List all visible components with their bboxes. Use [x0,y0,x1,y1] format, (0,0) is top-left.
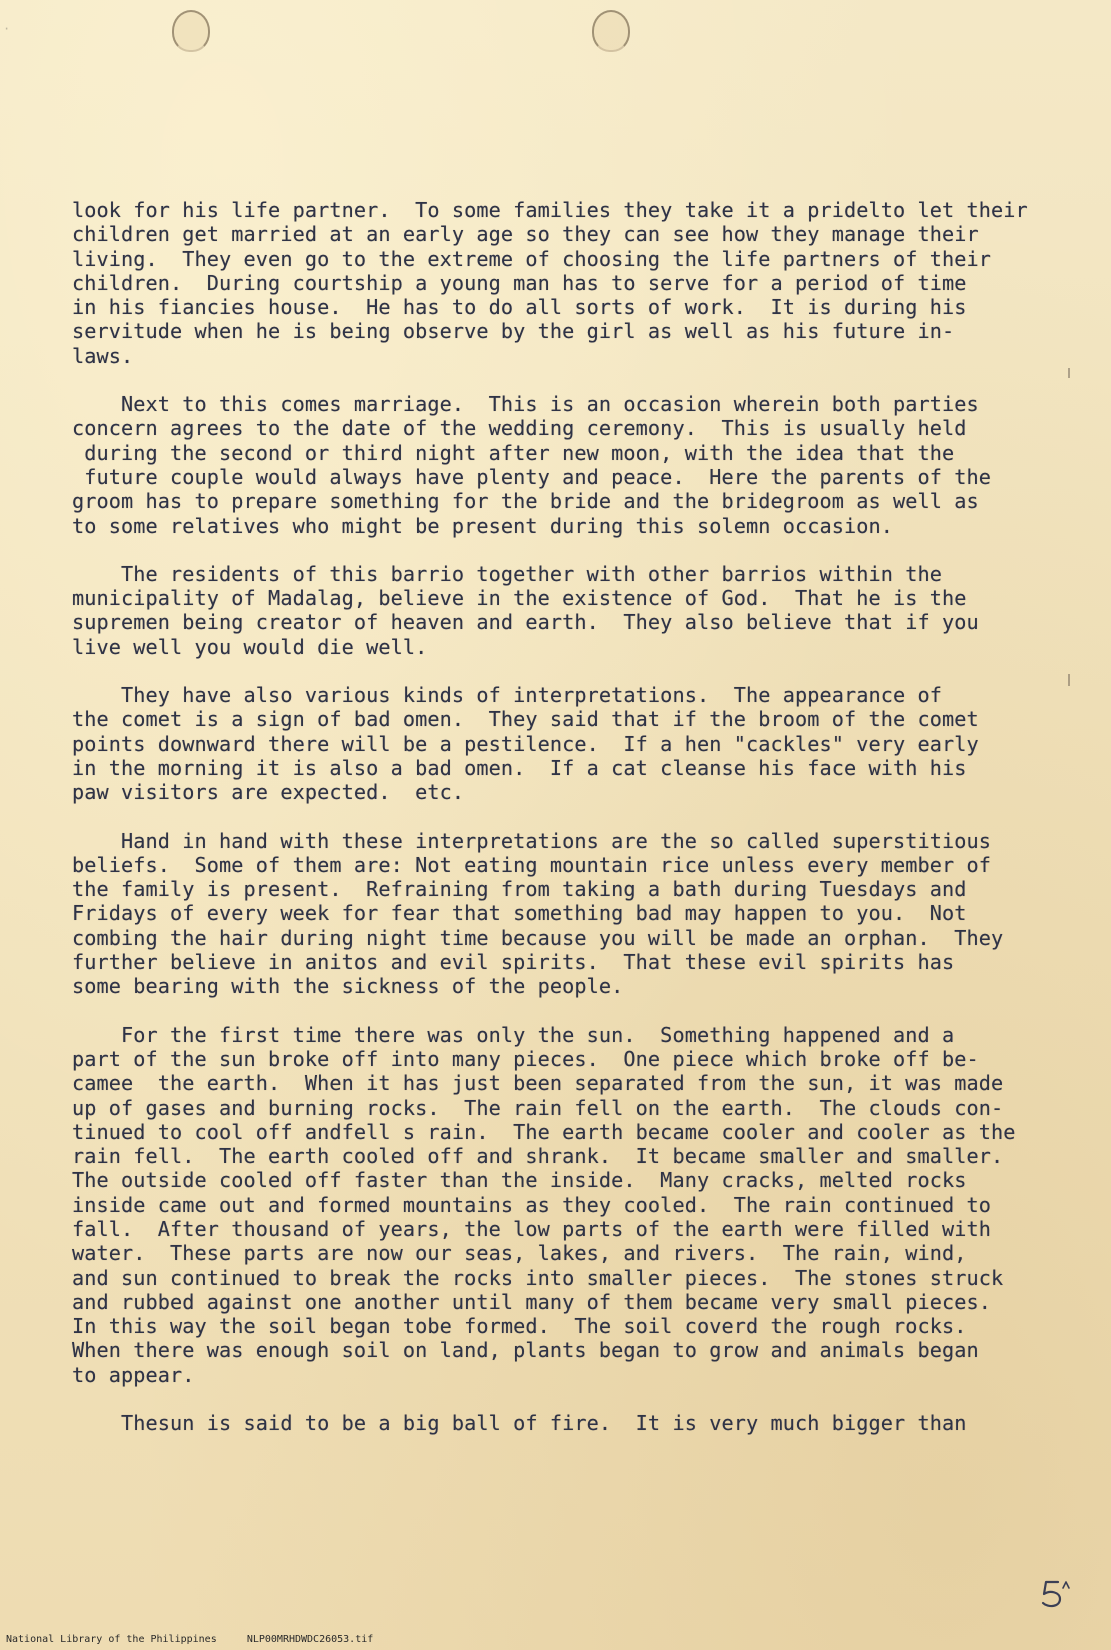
text-line: In this way the soil began tobe formed. The soil coverd the rough rocks. [72,1314,967,1339]
text-line: The outside cooled off faster than the inside. Many cracks, melted rocks [72,1168,967,1193]
text-line: Thesun is said to be a big ball of fire. It is very much bigger than [72,1411,967,1436]
text-line: live well you would die well. [72,634,428,659]
text-line: combing the hair during night time because you will be made an orphan. They [72,925,1004,950]
paragraph [72,829,1062,999]
page-number [1036,1578,1072,1612]
text-line: up of gases and burning rocks. The rain fell on the earth. The clouds con- [72,1095,1004,1120]
text-line: groom has to prepare something for the bride and the bridegroom as well as [72,489,979,514]
margin-mark [1068,368,1070,378]
text-line: concern agrees to the date of the wedding ceremony. This is usually held [72,416,967,441]
text-line: The residents of this barrio together with other barrios within the [72,561,943,586]
margin-mark [1068,674,1070,686]
text-line: municipality of Madalag, believe in the existence of God. That he is the [72,586,967,611]
text-line: and rubbed against one another until many of them became very small pieces. [72,1289,992,1314]
text-line: further believe in anitos and evil spirits. That these evil spirits has [72,950,955,975]
text-line: points downward there will be a pestilence. If a hen "cackles" very early [72,731,979,756]
paragraph [72,683,1062,804]
paragraph [72,392,1062,538]
text-line: rain fell. The earth cooled off and shrank. It became smaller and smaller. [72,1144,1004,1169]
text-line: Hand in hand with these interpretations are the so called superstitious [72,828,992,853]
text-line: the family is present. Refraining from taking a bath during Tuesdays and [72,877,967,902]
archive-footer: National Library of the Philippines NLP00MRHDWDC26053.tif [6,1634,374,1645]
text-line: paw visitors are expected. etc. [72,780,465,805]
text-line: and sun continued to break the rocks into smaller pieces. The stones struck [72,1265,1004,1290]
text-line: Next to this comes marriage. This is an occasion wherein both parties [72,392,979,417]
text-line: look for his life partner. To some families they take it a pridelto let their [72,198,1028,222]
text-line: For the first time there was only the sun. Something happened and a [72,1022,955,1047]
text-line: fall. After thousand of years, the low parts of the earth were filled with [72,1216,992,1241]
text-line: some bearing with the sickness of the people. [72,974,624,999]
text-line: in the morning it is also a bad omen. If a cat cleanse his face with his [72,755,967,780]
text-line: water. These parts are now our seas, lakes, and rivers. The rain, wind, [72,1241,967,1266]
text-line: children get married at an early age so they can see how they manage their [72,222,979,247]
text-line: Fridays of every week for fear that something bad may happen to you. Not [72,901,967,926]
paragraph [72,198,1062,368]
text-line: When there was enough soil on land, plants began to grow and animals began [72,1338,979,1363]
text-line: children. During courtship a young man has to serve for a period of time [72,270,967,295]
text-line: to some relatives who might be present during this solemn occasion. [72,513,894,538]
text-line: inside came out and formed mountains as they cooled. The rain continued to [72,1192,992,1217]
text-line: part of the sun broke off into many pieces. One piece which broke off be- [72,1046,979,1071]
text-line: laws. [72,343,134,368]
paragraph [72,1411,1062,1435]
text-line: beliefs. Some of them are: Not eating mountain rice unless every member of [72,852,992,877]
paragraph [72,1023,1062,1387]
text-line: to appear. [72,1362,195,1387]
punch-hole-center [592,10,630,52]
text-line: tinued to cool off andfell s rain. The earth became cooler and cooler as the [72,1119,1016,1144]
corner-mark: · [3,22,11,36]
text-line: supremen being creator of heaven and earth. They also believe that if you [72,610,979,635]
text-line: living. They even go to the extreme of choosing the life partners of their [72,246,992,271]
text-line: servitude when he is being observe by the girl as well as his future in- [72,319,955,344]
text-line: They have also various kinds of interpretations. The appearance of [72,683,943,708]
paragraph [72,562,1062,659]
punch-hole-left [172,10,210,52]
text-line: in his fiancies house. He has to do all sorts of work. It is during his [72,295,967,320]
typed-text-body [72,198,1062,1459]
text-line: camee the earth. When it has just been separated from the sun, it was made [72,1071,1004,1096]
text-line: during the second or third night after new moon, with the idea that the [72,440,955,465]
text-line: future couple would always have plenty and peace. Here the parents of the [72,464,992,489]
text-line: the comet is a sign of bad omen. They said that if the broom of the comet [72,707,979,732]
